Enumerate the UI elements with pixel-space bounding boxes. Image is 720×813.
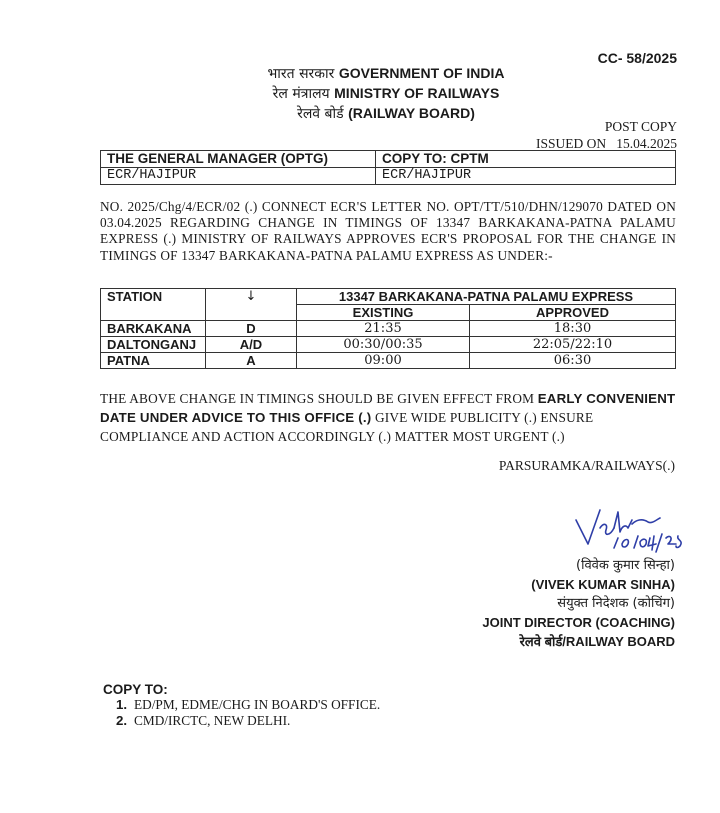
- list-item: 1. ED/PM, EDME/CHG IN BOARD'S OFFICE.: [116, 697, 381, 712]
- copy-to-label: COPY TO: CPTM: [376, 151, 676, 168]
- approved-header: APPROVED: [470, 305, 676, 321]
- existing-cell: 09:00: [297, 353, 470, 369]
- station-cell: DALTONGANJ: [101, 337, 206, 353]
- signatory-name-hindi: (विवेक कुमार सिन्हा): [576, 558, 675, 573]
- post-copy-block: [536, 118, 677, 152]
- table-row: [101, 321, 676, 337]
- approved-cell: 22:05/22:10: [470, 337, 676, 353]
- type-cell: A: [206, 353, 297, 369]
- issued-on: ISSUED ON 15.04.2025: [535, 136, 677, 151]
- message-body: NO. 2025/Chg/4/ECR/02 (.) CONNECT ECR'S LETTER NO. OPT/TT/510/DHN/129070 DATED ON 03.04.2025 REGARDING CHANGE IN TIMINGS OF 13347 BARKAKANA-PATNA PALAMU EXPRESS (.) MINISTRY OF RAILWAYS APPROVES ECR'S PROPOSAL FOR THE CHANGE IN TIMINGS OF 13347 BARKAKANA-PATNA PALAMU EXPRESS AS UNDER:-: [100, 199, 676, 263]
- station-cell: PATNA: [101, 353, 206, 369]
- letterhead-line-ministry: रेल मंत्रालय MINISTRY OF RAILWAYS: [272, 85, 500, 102]
- signatory-title: JOINT DIRECTOR (COACHING): [482, 615, 675, 630]
- address-table: [100, 150, 676, 185]
- letterhead-line-government: भारत सरकार GOVERNMENT OF INDIA: [267, 65, 505, 82]
- station-cell: BARKAKANA: [101, 321, 206, 337]
- emphasis-text: EARLY CONVENIENT DATE UNDER ADVICE TO THIS OFFICE (.): [100, 391, 676, 425]
- copy-to-heading: COPY TO:: [103, 682, 168, 697]
- letterhead-line-board: रेलवे बोर्ड (RAILWAY BOARD): [297, 105, 475, 122]
- post-copy-label: POST COPY: [604, 119, 677, 134]
- station-header: STATION: [101, 289, 206, 321]
- letterhead: [236, 64, 536, 124]
- addressee-label: THE GENERAL MANAGER (OPTG): [101, 151, 376, 168]
- addressee-value: ECR/HAJIPUR: [101, 168, 376, 185]
- existing-cell: 21:35: [297, 321, 470, 337]
- timing-table: [100, 288, 676, 369]
- handwritten-signature: [548, 498, 708, 560]
- signatory-title-hindi: संयुक्त निदेशक (कोचिंग): [557, 596, 675, 611]
- table-row: [101, 353, 676, 369]
- direction-arrow-header: ↓: [206, 289, 297, 321]
- signature-block: [482, 556, 675, 651]
- approved-cell: 06:30: [470, 353, 676, 369]
- table-row: [101, 337, 676, 353]
- existing-cell: 00:30/00:35: [297, 337, 470, 353]
- type-cell: A/D: [206, 337, 297, 353]
- sender-code: PARSURAMKA/RAILWAYS(.): [498, 458, 675, 473]
- instruction-paragraph: THE ABOVE CHANGE IN TIMINGS SHOULD BE GIVEN EFFECT FROM EARLY CONVENIENT DATE UNDER ADVICE TO THIS OFFICE (.) GIVE WIDE PUBLICITY (.) ENSURE COMPLIANCE AND ACTION ACCORDINGLY (.) MATTER MOST URGENT (.): [100, 391, 676, 444]
- reference-number: CC- 58/2025: [597, 50, 677, 66]
- list-item: 2. CMD/IRCTC, NEW DELHI.: [116, 713, 291, 728]
- existing-header: EXISTING: [297, 305, 470, 321]
- copy-to-list: [116, 697, 380, 729]
- train-header: 13347 BARKAKANA-PATNA PALAMU EXPRESS: [297, 289, 676, 305]
- signatory-office: रेलवे बोर्ड/RAILWAY BOARD: [519, 634, 675, 649]
- approved-cell: 18:30: [470, 321, 676, 337]
- copy-to-value: ECR/HAJIPUR: [376, 168, 676, 185]
- type-cell: D: [206, 321, 297, 337]
- signatory-name: (VIVEK KUMAR SINHA): [531, 577, 675, 592]
